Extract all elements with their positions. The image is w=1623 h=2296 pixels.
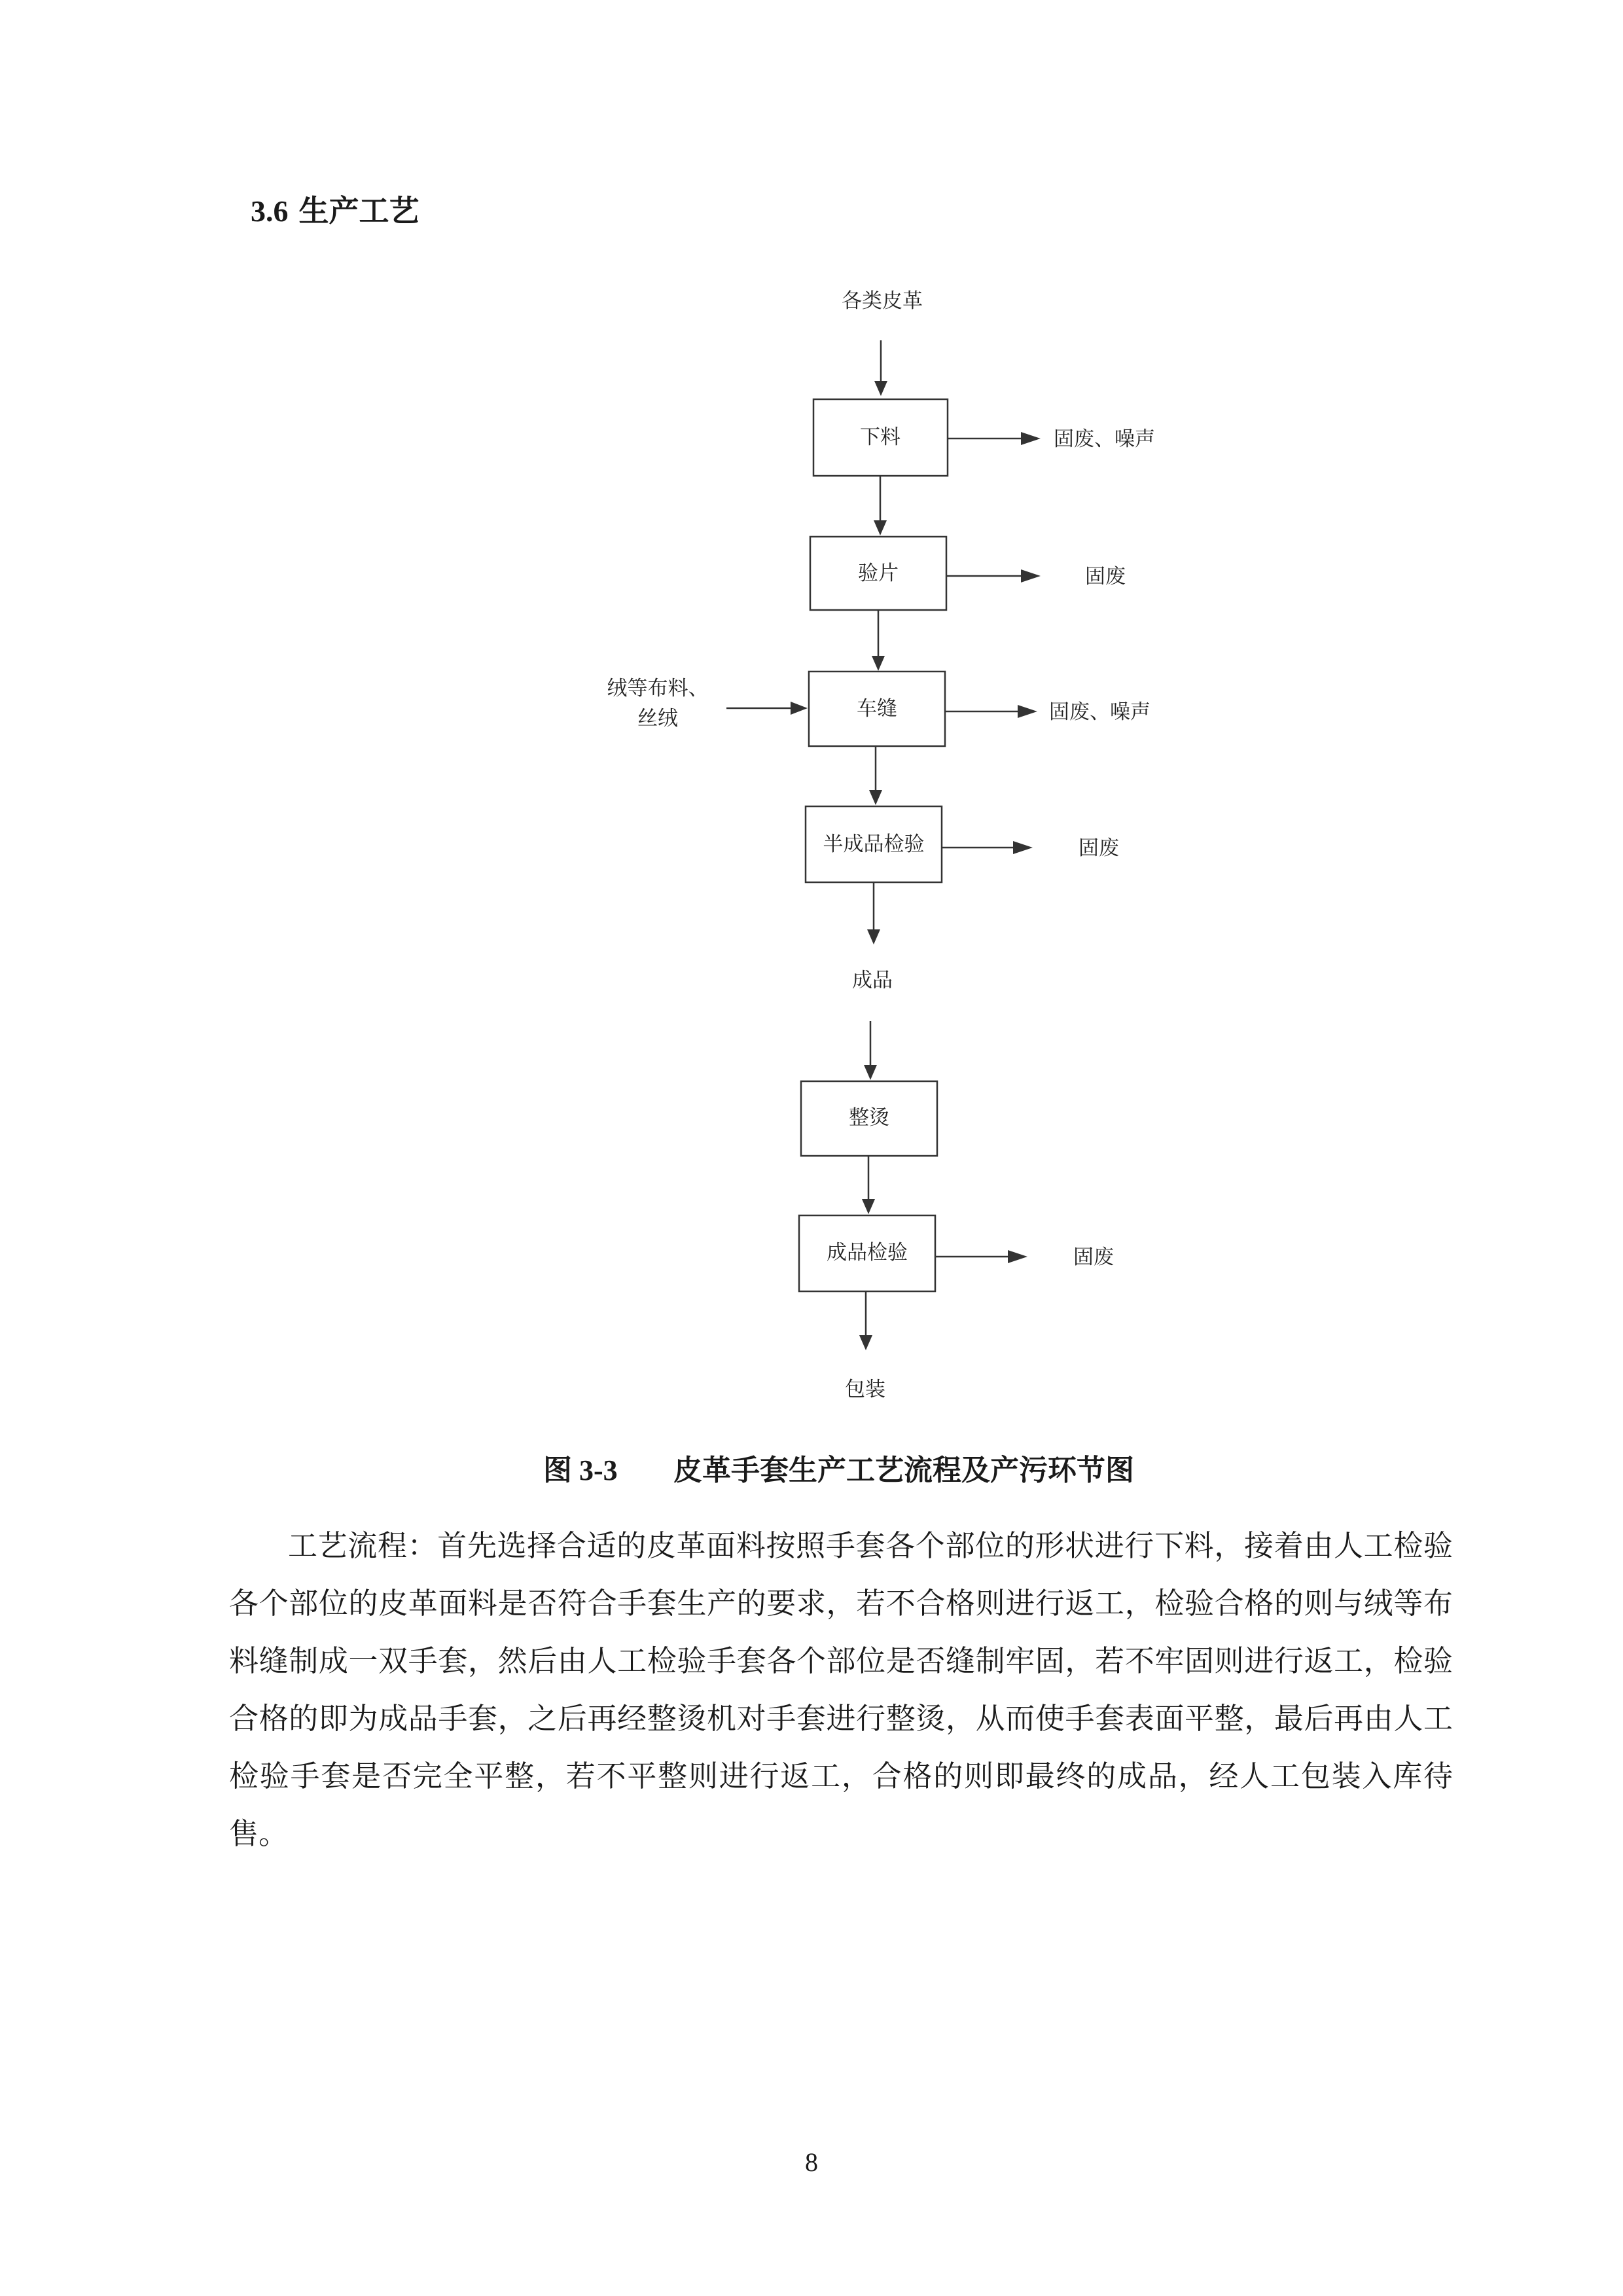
- emission-label: 固废: [1073, 1246, 1114, 1269]
- arrowhead: [1013, 841, 1033, 854]
- arrowhead: [874, 381, 887, 396]
- arrowhead: [1021, 569, 1041, 583]
- process-box-label: 下料: [860, 425, 901, 449]
- arrowhead: [862, 1199, 875, 1214]
- emission-label: 固废、噪声: [1054, 427, 1155, 451]
- arrowhead: [791, 702, 808, 715]
- intermediate-product-label: 成品: [852, 969, 893, 992]
- process-box-label: 车缝: [857, 697, 897, 721]
- arrowhead: [1021, 432, 1041, 445]
- figure-number: 图 3-3: [543, 1454, 618, 1486]
- figure-caption: [543, 1446, 1134, 1488]
- page-number: 8: [805, 2147, 818, 2177]
- arrowhead: [869, 790, 882, 805]
- arrowhead: [1018, 705, 1037, 718]
- arrowhead: [864, 1065, 877, 1080]
- arrowhead: [874, 520, 887, 535]
- emission-label: 固废: [1085, 565, 1126, 588]
- section-number: 3.6: [251, 194, 289, 228]
- emission-label: 固废、噪声: [1049, 700, 1150, 724]
- input-side-label-line1: 绒等布料、: [607, 677, 709, 700]
- process-description-paragraph: 工艺流程：首先选择合适的皮革面料按照手套各个部位的形状进行下料，接着由人工检验各个部位的皮革面料是否符合手套生产的要求，若不合格则进行返工，检验合格的则与绒等布料缝制成一双手套，然后由人工检验手套各个部位是否缝制牢固，若不牢固则进行返工，检验合格的即为成品手套，之后再经整烫机对手套进行整烫，从而使手套表面平整，最后再由人工检验手套是否完全平整，若不平整则进行返工，合格的则即最终的成品，经人工包装入库待售。: [229, 1528, 1453, 1851]
- input-top-label: 各类皮革: [842, 289, 923, 313]
- arrowhead: [872, 656, 885, 671]
- process-box-label: 半成品检验: [823, 833, 925, 856]
- process-box-label: 整烫: [849, 1106, 889, 1130]
- process-box-label: 验片: [858, 562, 899, 585]
- arrowhead: [859, 1335, 872, 1350]
- section-title: 生产工艺: [298, 193, 419, 228]
- emission-label: 固废: [1079, 836, 1119, 860]
- process-box-label: 成品检验: [827, 1241, 908, 1265]
- output-label: 包装: [845, 1378, 885, 1401]
- input-side-label-line2: 丝绒: [637, 707, 678, 730]
- arrowhead: [1008, 1250, 1027, 1263]
- figure-title: 皮革手套生产工艺流程及产污环节图: [673, 1454, 1134, 1487]
- arrowhead: [867, 929, 880, 944]
